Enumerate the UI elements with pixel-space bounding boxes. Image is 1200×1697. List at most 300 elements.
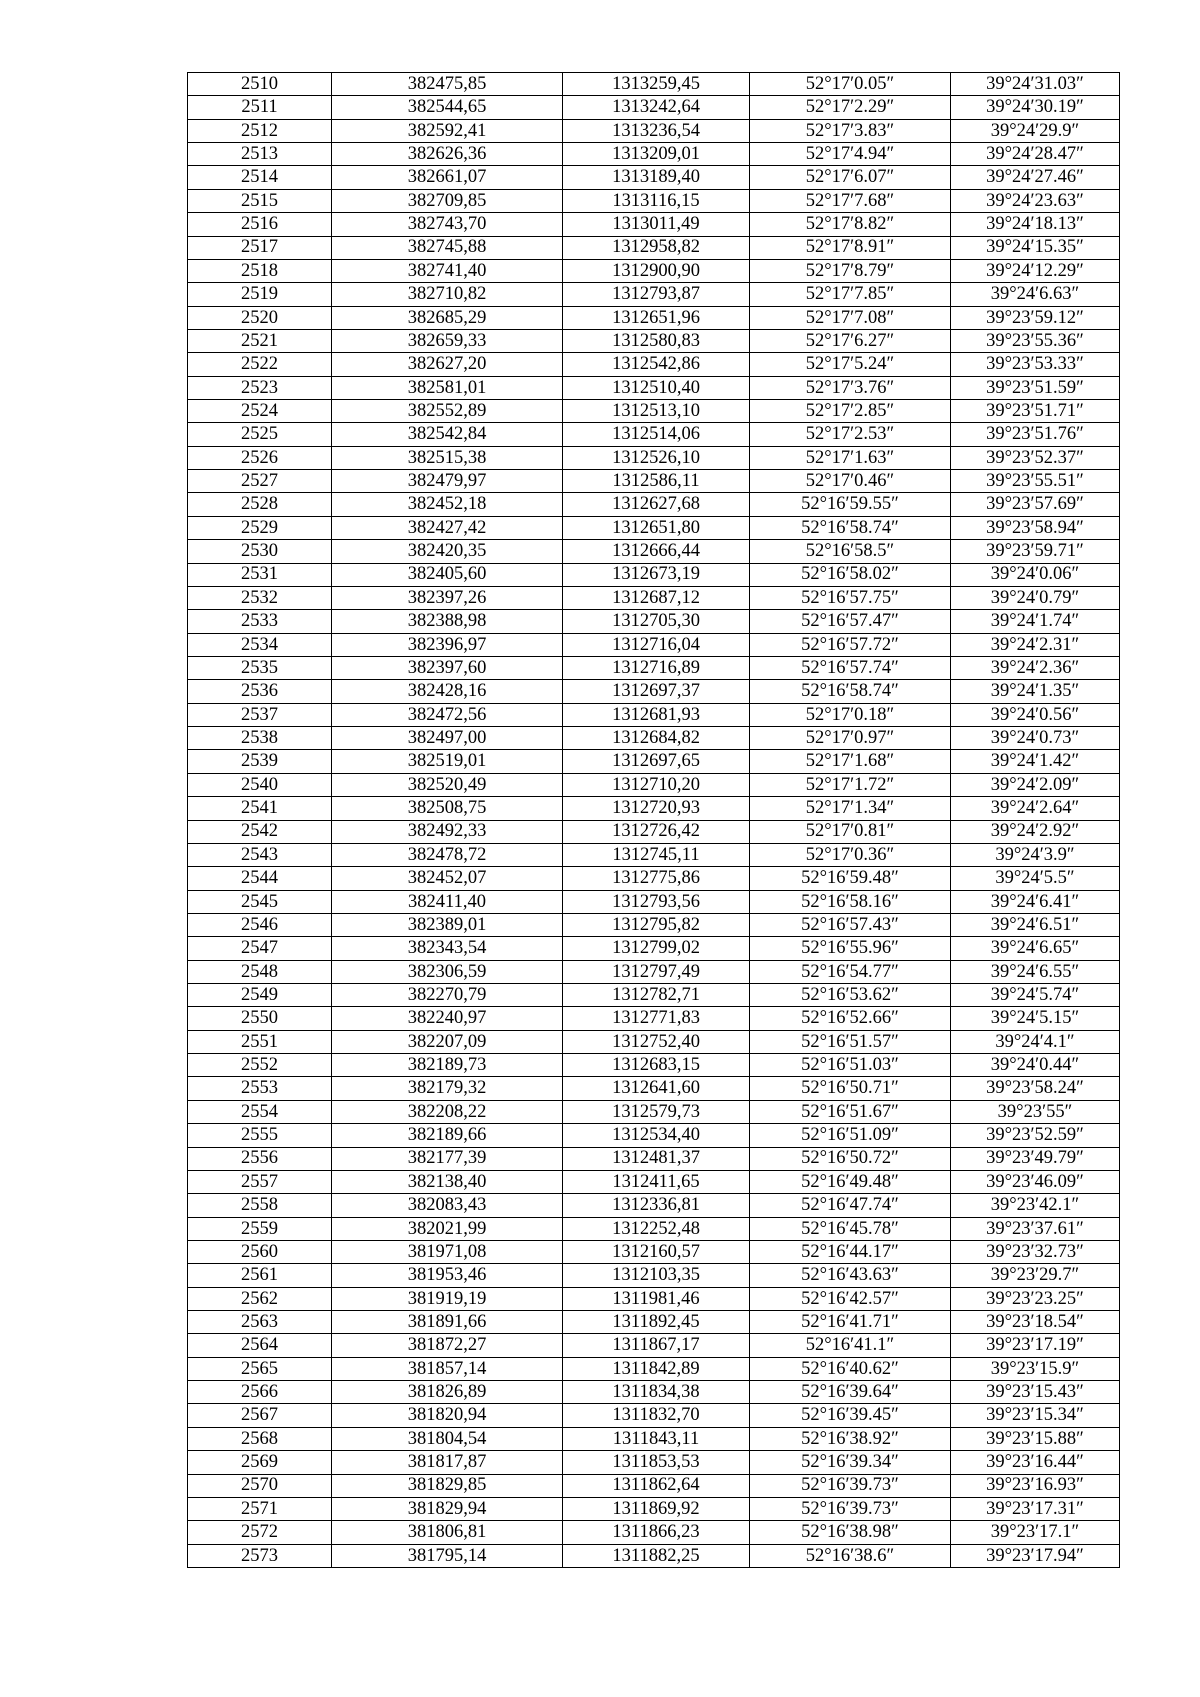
point-number-cell: 2548 — [188, 960, 332, 983]
y-coordinate-cell: 1313259,45 — [563, 73, 750, 96]
x-coordinate-cell: 381971,08 — [332, 1240, 563, 1263]
point-number-cell: 2510 — [188, 73, 332, 96]
latitude-cell: 52°16′57.47″ — [750, 610, 951, 633]
point-number-cell: 2525 — [188, 423, 332, 446]
table-row — [188, 1124, 1120, 1147]
x-coordinate-cell: 382405,60 — [332, 563, 563, 586]
point-number-cell: 2567 — [188, 1404, 332, 1427]
latitude-cell: 52°17′3.83″ — [750, 119, 951, 142]
longitude-cell: 39°23′55.51″ — [951, 470, 1120, 493]
table-row — [188, 306, 1120, 329]
longitude-cell: 39°24′23.63″ — [951, 189, 1120, 212]
table-row — [188, 213, 1120, 236]
y-coordinate-cell: 1312752,40 — [563, 1030, 750, 1053]
y-coordinate-cell: 1311834,38 — [563, 1381, 750, 1404]
y-coordinate-cell: 1312526,10 — [563, 446, 750, 469]
point-number-cell: 2557 — [188, 1170, 332, 1193]
latitude-cell: 52°17′7.08″ — [750, 306, 951, 329]
longitude-cell: 39°23′58.94″ — [951, 516, 1120, 539]
point-number-cell: 2558 — [188, 1194, 332, 1217]
table-row — [188, 960, 1120, 983]
longitude-cell: 39°24′6.55″ — [951, 960, 1120, 983]
table-row — [188, 1334, 1120, 1357]
x-coordinate-cell: 382179,32 — [332, 1077, 563, 1100]
point-number-cell: 2533 — [188, 610, 332, 633]
latitude-cell: 52°17′5.24″ — [750, 353, 951, 376]
longitude-cell: 39°24′2.64″ — [951, 797, 1120, 820]
longitude-cell: 39°24′0.06″ — [951, 563, 1120, 586]
y-coordinate-cell: 1311981,46 — [563, 1287, 750, 1310]
x-coordinate-cell: 382741,40 — [332, 259, 563, 282]
y-coordinate-cell: 1313189,40 — [563, 166, 750, 189]
latitude-cell: 52°17′8.91″ — [750, 236, 951, 259]
y-coordinate-cell: 1312775,86 — [563, 867, 750, 890]
point-number-cell: 2526 — [188, 446, 332, 469]
longitude-cell: 39°24′1.35″ — [951, 680, 1120, 703]
y-coordinate-cell: 1311892,45 — [563, 1311, 750, 1334]
y-coordinate-cell: 1311853,53 — [563, 1451, 750, 1474]
longitude-cell: 39°24′5.15″ — [951, 1007, 1120, 1030]
latitude-cell: 52°17′2.29″ — [750, 96, 951, 119]
x-coordinate-cell: 381891,66 — [332, 1311, 563, 1334]
longitude-cell: 39°23′15.34″ — [951, 1404, 1120, 1427]
table-row — [188, 703, 1120, 726]
point-number-cell: 2536 — [188, 680, 332, 703]
table-row — [188, 1054, 1120, 1077]
point-number-cell: 2561 — [188, 1264, 332, 1287]
y-coordinate-cell: 1312795,82 — [563, 913, 750, 936]
longitude-cell: 39°24′1.42″ — [951, 750, 1120, 773]
table-row — [188, 143, 1120, 166]
x-coordinate-cell: 381829,94 — [332, 1497, 563, 1520]
y-coordinate-cell: 1312160,57 — [563, 1240, 750, 1263]
point-number-cell: 2555 — [188, 1124, 332, 1147]
point-number-cell: 2571 — [188, 1497, 332, 1520]
y-coordinate-cell: 1312651,80 — [563, 516, 750, 539]
point-number-cell: 2547 — [188, 937, 332, 960]
table-row — [188, 259, 1120, 282]
x-coordinate-cell: 381857,14 — [332, 1357, 563, 1380]
point-number-cell: 2560 — [188, 1240, 332, 1263]
x-coordinate-cell: 382420,35 — [332, 540, 563, 563]
x-coordinate-cell: 382542,84 — [332, 423, 563, 446]
longitude-cell: 39°23′16.44″ — [951, 1451, 1120, 1474]
longitude-cell: 39°23′16.93″ — [951, 1474, 1120, 1497]
longitude-cell: 39°24′6.51″ — [951, 913, 1120, 936]
latitude-cell: 52°16′41.1″ — [750, 1334, 951, 1357]
y-coordinate-cell: 1312481,37 — [563, 1147, 750, 1170]
y-coordinate-cell: 1311866,23 — [563, 1521, 750, 1544]
y-coordinate-cell: 1312797,49 — [563, 960, 750, 983]
table-row — [188, 867, 1120, 890]
point-number-cell: 2541 — [188, 797, 332, 820]
latitude-cell: 52°17′1.34″ — [750, 797, 951, 820]
y-coordinate-cell: 1312103,35 — [563, 1264, 750, 1287]
latitude-cell: 52°16′59.48″ — [750, 867, 951, 890]
y-coordinate-cell: 1311842,89 — [563, 1357, 750, 1380]
latitude-cell: 52°16′50.71″ — [750, 1077, 951, 1100]
longitude-cell: 39°23′58.24″ — [951, 1077, 1120, 1100]
x-coordinate-cell: 381919,19 — [332, 1287, 563, 1310]
latitude-cell: 52°16′55.96″ — [750, 937, 951, 960]
y-coordinate-cell: 1312720,93 — [563, 797, 750, 820]
y-coordinate-cell: 1312673,19 — [563, 563, 750, 586]
longitude-cell: 39°24′2.36″ — [951, 656, 1120, 679]
y-coordinate-cell: 1312411,65 — [563, 1170, 750, 1193]
longitude-cell: 39°24′6.65″ — [951, 937, 1120, 960]
y-coordinate-cell: 1311869,92 — [563, 1497, 750, 1520]
x-coordinate-cell: 381953,46 — [332, 1264, 563, 1287]
x-coordinate-cell: 382552,89 — [332, 400, 563, 423]
table-row — [188, 797, 1120, 820]
longitude-cell: 39°23′15.43″ — [951, 1381, 1120, 1404]
latitude-cell: 52°17′6.07″ — [750, 166, 951, 189]
longitude-cell: 39°23′15.88″ — [951, 1427, 1120, 1450]
y-coordinate-cell: 1312542,86 — [563, 353, 750, 376]
y-coordinate-cell: 1312697,37 — [563, 680, 750, 703]
y-coordinate-cell: 1312745,11 — [563, 843, 750, 866]
longitude-cell: 39°23′51.71″ — [951, 400, 1120, 423]
latitude-cell: 52°16′58.74″ — [750, 680, 951, 703]
latitude-cell: 52°16′58.74″ — [750, 516, 951, 539]
x-coordinate-cell: 382208,22 — [332, 1100, 563, 1123]
longitude-cell: 39°23′52.59″ — [951, 1124, 1120, 1147]
y-coordinate-cell: 1312580,83 — [563, 329, 750, 352]
latitude-cell: 52°17′0.36″ — [750, 843, 951, 866]
longitude-cell: 39°23′18.54″ — [951, 1311, 1120, 1334]
table-row — [188, 1311, 1120, 1334]
x-coordinate-cell: 382592,41 — [332, 119, 563, 142]
y-coordinate-cell: 1313116,15 — [563, 189, 750, 212]
point-number-cell: 2566 — [188, 1381, 332, 1404]
longitude-cell: 39°24′5.74″ — [951, 984, 1120, 1007]
table-row — [188, 166, 1120, 189]
point-number-cell: 2570 — [188, 1474, 332, 1497]
longitude-cell: 39°23′52.37″ — [951, 446, 1120, 469]
table-row — [188, 680, 1120, 703]
latitude-cell: 52°17′2.85″ — [750, 400, 951, 423]
y-coordinate-cell: 1312705,30 — [563, 610, 750, 633]
x-coordinate-cell: 382472,56 — [332, 703, 563, 726]
x-coordinate-cell: 382452,07 — [332, 867, 563, 890]
point-number-cell: 2530 — [188, 540, 332, 563]
point-number-cell: 2511 — [188, 96, 332, 119]
y-coordinate-cell: 1312716,04 — [563, 633, 750, 656]
y-coordinate-cell: 1312958,82 — [563, 236, 750, 259]
table-row — [188, 1357, 1120, 1380]
table-row — [188, 1544, 1120, 1567]
longitude-cell: 39°24′29.9″ — [951, 119, 1120, 142]
point-number-cell: 2516 — [188, 213, 332, 236]
latitude-cell: 52°16′51.03″ — [750, 1054, 951, 1077]
latitude-cell: 52°16′44.17″ — [750, 1240, 951, 1263]
x-coordinate-cell: 382083,43 — [332, 1194, 563, 1217]
latitude-cell: 52°16′40.62″ — [750, 1357, 951, 1380]
point-number-cell: 2515 — [188, 189, 332, 212]
longitude-cell: 39°23′46.09″ — [951, 1170, 1120, 1193]
table-row — [188, 516, 1120, 539]
table-row — [188, 820, 1120, 843]
latitude-cell: 52°16′51.67″ — [750, 1100, 951, 1123]
longitude-cell: 39°24′28.47″ — [951, 143, 1120, 166]
longitude-cell: 39°23′29.7″ — [951, 1264, 1120, 1287]
point-number-cell: 2520 — [188, 306, 332, 329]
longitude-cell: 39°23′23.25″ — [951, 1287, 1120, 1310]
latitude-cell: 52°16′38.6″ — [750, 1544, 951, 1567]
point-number-cell: 2518 — [188, 259, 332, 282]
point-number-cell: 2514 — [188, 166, 332, 189]
latitude-cell: 52°17′6.27″ — [750, 329, 951, 352]
x-coordinate-cell: 381806,81 — [332, 1521, 563, 1544]
latitude-cell: 52°16′54.77″ — [750, 960, 951, 983]
latitude-cell: 52°17′0.18″ — [750, 703, 951, 726]
x-coordinate-cell: 382411,40 — [332, 890, 563, 913]
table-row — [188, 1381, 1120, 1404]
x-coordinate-cell: 382492,33 — [332, 820, 563, 843]
y-coordinate-cell: 1312252,48 — [563, 1217, 750, 1240]
table-row — [188, 1194, 1120, 1217]
longitude-cell: 39°24′30.19″ — [951, 96, 1120, 119]
longitude-cell: 39°24′6.63″ — [951, 283, 1120, 306]
latitude-cell: 52°16′43.63″ — [750, 1264, 951, 1287]
y-coordinate-cell: 1312710,20 — [563, 773, 750, 796]
table-row — [188, 96, 1120, 119]
table-row — [188, 1100, 1120, 1123]
point-number-cell: 2513 — [188, 143, 332, 166]
point-number-cell: 2569 — [188, 1451, 332, 1474]
longitude-cell: 39°24′2.09″ — [951, 773, 1120, 796]
longitude-cell: 39°23′15.9″ — [951, 1357, 1120, 1380]
x-coordinate-cell: 382428,16 — [332, 680, 563, 703]
table-row — [188, 1007, 1120, 1030]
x-coordinate-cell: 382207,09 — [332, 1030, 563, 1053]
latitude-cell: 52°17′7.85″ — [750, 283, 951, 306]
table-row — [188, 656, 1120, 679]
x-coordinate-cell: 382396,97 — [332, 633, 563, 656]
x-coordinate-cell: 382270,79 — [332, 984, 563, 1007]
y-coordinate-cell: 1312771,83 — [563, 1007, 750, 1030]
x-coordinate-cell: 382626,36 — [332, 143, 563, 166]
longitude-cell: 39°24′31.03″ — [951, 73, 1120, 96]
y-coordinate-cell: 1312684,82 — [563, 727, 750, 750]
point-number-cell: 2537 — [188, 703, 332, 726]
table-row — [188, 843, 1120, 866]
y-coordinate-cell: 1313011,49 — [563, 213, 750, 236]
table-row — [188, 353, 1120, 376]
point-number-cell: 2565 — [188, 1357, 332, 1380]
y-coordinate-cell: 1312666,44 — [563, 540, 750, 563]
latitude-cell: 52°16′39.73″ — [750, 1497, 951, 1520]
table-row — [188, 376, 1120, 399]
longitude-cell: 39°24′0.56″ — [951, 703, 1120, 726]
longitude-cell: 39°24′0.79″ — [951, 586, 1120, 609]
x-coordinate-cell: 381795,14 — [332, 1544, 563, 1567]
longitude-cell: 39°24′18.13″ — [951, 213, 1120, 236]
y-coordinate-cell: 1312534,40 — [563, 1124, 750, 1147]
x-coordinate-cell: 382520,49 — [332, 773, 563, 796]
latitude-cell: 52°16′53.62″ — [750, 984, 951, 1007]
point-number-cell: 2563 — [188, 1311, 332, 1334]
latitude-cell: 52°16′51.57″ — [750, 1030, 951, 1053]
table-row — [188, 750, 1120, 773]
latitude-cell: 52°16′58.16″ — [750, 890, 951, 913]
table-row — [188, 984, 1120, 1007]
table-row — [188, 913, 1120, 936]
y-coordinate-cell: 1312726,42 — [563, 820, 750, 843]
point-number-cell: 2572 — [188, 1521, 332, 1544]
point-number-cell: 2524 — [188, 400, 332, 423]
x-coordinate-cell: 382452,18 — [332, 493, 563, 516]
latitude-cell: 52°16′39.73″ — [750, 1474, 951, 1497]
y-coordinate-cell: 1312793,87 — [563, 283, 750, 306]
table-row — [188, 1147, 1120, 1170]
latitude-cell: 52°16′57.72″ — [750, 633, 951, 656]
longitude-cell: 39°23′17.31″ — [951, 1497, 1120, 1520]
point-number-cell: 2534 — [188, 633, 332, 656]
latitude-cell: 52°16′59.55″ — [750, 493, 951, 516]
point-number-cell: 2542 — [188, 820, 332, 843]
longitude-cell: 39°23′59.12″ — [951, 306, 1120, 329]
y-coordinate-cell: 1312687,12 — [563, 586, 750, 609]
latitude-cell: 52°16′39.45″ — [750, 1404, 951, 1427]
latitude-cell: 52°16′39.34″ — [750, 1451, 951, 1474]
longitude-cell: 39°24′2.31″ — [951, 633, 1120, 656]
longitude-cell: 39°24′5.5″ — [951, 867, 1120, 890]
x-coordinate-cell: 381829,85 — [332, 1474, 563, 1497]
latitude-cell: 52°16′42.57″ — [750, 1287, 951, 1310]
latitude-cell: 52°16′58.02″ — [750, 563, 951, 586]
latitude-cell: 52°16′52.66″ — [750, 1007, 951, 1030]
longitude-cell: 39°24′2.92″ — [951, 820, 1120, 843]
coordinates-table — [187, 72, 1120, 1568]
y-coordinate-cell: 1312579,73 — [563, 1100, 750, 1123]
point-number-cell: 2517 — [188, 236, 332, 259]
point-number-cell: 2528 — [188, 493, 332, 516]
y-coordinate-cell: 1311862,64 — [563, 1474, 750, 1497]
latitude-cell: 52°16′39.64″ — [750, 1381, 951, 1404]
latitude-cell: 52°17′0.81″ — [750, 820, 951, 843]
x-coordinate-cell: 382745,88 — [332, 236, 563, 259]
x-coordinate-cell: 382189,66 — [332, 1124, 563, 1147]
x-coordinate-cell: 382661,07 — [332, 166, 563, 189]
point-number-cell: 2538 — [188, 727, 332, 750]
table-row — [188, 1077, 1120, 1100]
x-coordinate-cell: 382685,29 — [332, 306, 563, 329]
latitude-cell: 52°17′4.94″ — [750, 143, 951, 166]
table-row — [188, 727, 1120, 750]
y-coordinate-cell: 1312799,02 — [563, 937, 750, 960]
y-coordinate-cell: 1312697,65 — [563, 750, 750, 773]
x-coordinate-cell: 382627,20 — [332, 353, 563, 376]
longitude-cell: 39°23′42.1″ — [951, 1194, 1120, 1217]
x-coordinate-cell: 381817,87 — [332, 1451, 563, 1474]
y-coordinate-cell: 1313236,54 — [563, 119, 750, 142]
point-number-cell: 2568 — [188, 1427, 332, 1450]
table-row — [188, 1240, 1120, 1263]
longitude-cell: 39°23′17.1″ — [951, 1521, 1120, 1544]
y-coordinate-cell: 1312641,60 — [563, 1077, 750, 1100]
y-coordinate-cell: 1312900,90 — [563, 259, 750, 282]
y-coordinate-cell: 1312683,15 — [563, 1054, 750, 1077]
coordinates-table-body — [188, 73, 1120, 1568]
table-row — [188, 283, 1120, 306]
longitude-cell: 39°23′55″ — [951, 1100, 1120, 1123]
longitude-cell: 39°23′57.69″ — [951, 493, 1120, 516]
y-coordinate-cell: 1313209,01 — [563, 143, 750, 166]
point-number-cell: 2522 — [188, 353, 332, 376]
longitude-cell: 39°24′4.1″ — [951, 1030, 1120, 1053]
latitude-cell: 52°17′0.46″ — [750, 470, 951, 493]
latitude-cell: 52°16′47.74″ — [750, 1194, 951, 1217]
x-coordinate-cell: 382388,98 — [332, 610, 563, 633]
y-coordinate-cell: 1312510,40 — [563, 376, 750, 399]
longitude-cell: 39°23′37.61″ — [951, 1217, 1120, 1240]
latitude-cell: 52°16′57.75″ — [750, 586, 951, 609]
y-coordinate-cell: 1311832,70 — [563, 1404, 750, 1427]
y-coordinate-cell: 1312514,06 — [563, 423, 750, 446]
table-row — [188, 540, 1120, 563]
point-number-cell: 2543 — [188, 843, 332, 866]
x-coordinate-cell: 382475,85 — [332, 73, 563, 96]
y-coordinate-cell: 1312513,10 — [563, 400, 750, 423]
x-coordinate-cell: 382479,97 — [332, 470, 563, 493]
longitude-cell: 39°24′3.9″ — [951, 843, 1120, 866]
x-coordinate-cell: 382177,39 — [332, 1147, 563, 1170]
point-number-cell: 2527 — [188, 470, 332, 493]
x-coordinate-cell: 382021,99 — [332, 1217, 563, 1240]
table-row — [188, 189, 1120, 212]
x-coordinate-cell: 382508,75 — [332, 797, 563, 820]
longitude-cell: 39°23′59.71″ — [951, 540, 1120, 563]
point-number-cell: 2531 — [188, 563, 332, 586]
longitude-cell: 39°23′32.73″ — [951, 1240, 1120, 1263]
table-row — [188, 1451, 1120, 1474]
point-number-cell: 2535 — [188, 656, 332, 679]
point-number-cell: 2573 — [188, 1544, 332, 1567]
x-coordinate-cell: 382427,42 — [332, 516, 563, 539]
table-row — [188, 119, 1120, 142]
longitude-cell: 39°23′17.94″ — [951, 1544, 1120, 1567]
table-row — [188, 1217, 1120, 1240]
table-row — [188, 493, 1120, 516]
y-coordinate-cell: 1312793,56 — [563, 890, 750, 913]
y-coordinate-cell: 1312716,89 — [563, 656, 750, 679]
latitude-cell: 52°16′50.72″ — [750, 1147, 951, 1170]
latitude-cell: 52°17′1.63″ — [750, 446, 951, 469]
point-number-cell: 2546 — [188, 913, 332, 936]
y-coordinate-cell: 1313242,64 — [563, 96, 750, 119]
point-number-cell: 2529 — [188, 516, 332, 539]
point-number-cell: 2550 — [188, 1007, 332, 1030]
latitude-cell: 52°17′1.68″ — [750, 750, 951, 773]
point-number-cell: 2553 — [188, 1077, 332, 1100]
table-row — [188, 633, 1120, 656]
latitude-cell: 52°16′49.48″ — [750, 1170, 951, 1193]
y-coordinate-cell: 1311882,25 — [563, 1544, 750, 1567]
point-number-cell: 2523 — [188, 376, 332, 399]
x-coordinate-cell: 381820,94 — [332, 1404, 563, 1427]
point-number-cell: 2539 — [188, 750, 332, 773]
latitude-cell: 52°17′3.76″ — [750, 376, 951, 399]
x-coordinate-cell: 382544,65 — [332, 96, 563, 119]
point-number-cell: 2540 — [188, 773, 332, 796]
x-coordinate-cell: 382240,97 — [332, 1007, 563, 1030]
x-coordinate-cell: 382189,73 — [332, 1054, 563, 1077]
x-coordinate-cell: 382659,33 — [332, 329, 563, 352]
x-coordinate-cell: 382710,82 — [332, 283, 563, 306]
x-coordinate-cell: 381872,27 — [332, 1334, 563, 1357]
x-coordinate-cell: 382343,54 — [332, 937, 563, 960]
